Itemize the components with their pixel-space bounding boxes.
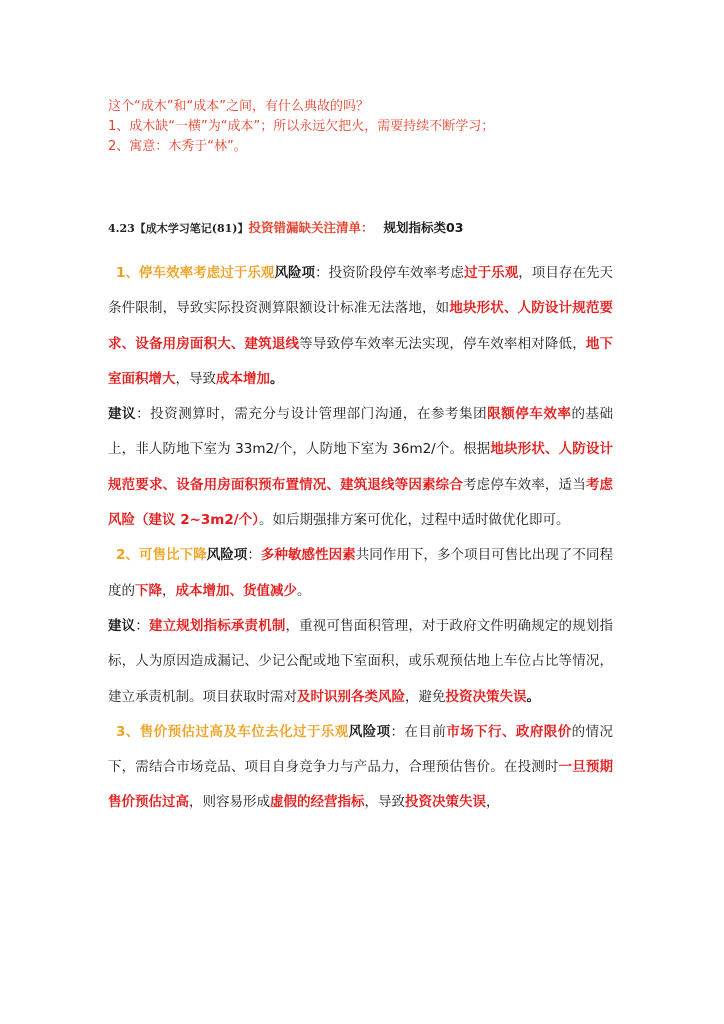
heading-date: 4.23 — [108, 222, 135, 235]
text-segment: 等导致停车效率无法实现，停车效率相对降低， — [299, 335, 586, 352]
text-segment: ，导致 — [175, 370, 216, 387]
heading-subtitle: 规划指标类03 — [383, 220, 464, 235]
text-segment-red: 多种敏感性因素 — [260, 547, 356, 564]
text-segment: 的基础上，非人防地下室为 33m2/个，人防地下室为 36m2/个。根据 — [108, 406, 614, 458]
text-segment: ，项目存在先天条件限制，导致实际投资测算限额设计标准无法落地，如 — [108, 265, 614, 317]
paragraph-risk-3 — [108, 715, 613, 821]
text-segment-red: 投资决策失误 — [405, 794, 486, 811]
text-segment-red: 投资决策失误 — [445, 688, 527, 705]
text-segment-red: 市场下行、政府限价 — [446, 723, 572, 740]
text-segment: 共同作用下，多个项目可售比出现了不同程度的 — [108, 547, 613, 599]
text-segment-red: 虚假的经营指标 — [270, 794, 365, 811]
text-segment: ，避免 — [405, 688, 446, 705]
intro-answer-2: 2、寓意：木秀于“林”。 — [108, 139, 247, 154]
text-segment: ： — [247, 547, 261, 564]
paragraph-advice-1 — [108, 397, 613, 538]
text-segment-orange: 3、售价预估过高及车位去化过于乐观 — [116, 723, 349, 740]
text-segment-red: 一旦预期售价预估过高 — [108, 759, 614, 811]
text-segment: ： — [135, 617, 149, 634]
article-body — [108, 256, 613, 821]
text-segment: 。 — [297, 582, 311, 599]
text-segment-red: 限额停车效率 — [487, 406, 572, 423]
text-segment-orange: 1、停车效率考虑过于乐观 — [116, 265, 275, 281]
text-segment-red: 建立规划指标承责机制 — [148, 617, 286, 634]
text-segment: ：投资阶段停车效率考虑 — [315, 265, 465, 281]
text-segment-bold: 建议 — [108, 406, 137, 423]
text-segment: ，则容易形成 — [189, 794, 270, 811]
text-segment-red: 地块形状、人防设计规范要求、设备用房面积大、建筑退线 — [108, 300, 614, 352]
text-segment-bold: 。 — [270, 370, 284, 387]
text-segment-red: 地块形状、人防设计规范要求、设备用房面积预布置情况、建筑退线等因素综合 — [108, 441, 614, 493]
text-segment-red: 成本增加、货值减少 — [175, 582, 297, 599]
section-heading — [108, 218, 628, 239]
text-segment: ：在目前 — [390, 723, 447, 740]
paragraph-advice-2 — [108, 609, 613, 715]
heading-series: 【成木学习笔记(81)】 — [134, 222, 249, 235]
text-segment-bold: 风险项 — [206, 547, 248, 564]
intro-question: 这个“成木”和“成本”之间，有什么典故的吗？ — [108, 99, 369, 114]
text-segment-bold: 风险项 — [274, 265, 316, 281]
text-segment-red: 过于乐观 — [464, 265, 519, 281]
heading-title: 投资错漏缺关注清单： — [248, 220, 374, 235]
text-segment-red: 考虑风险（建议 2~3m2/个） — [108, 476, 614, 529]
intro-answer-1: 1、成木缺“一横”为“成本”；所以永远欠把火，需要持续不断学习； — [108, 119, 495, 134]
text-segment: 的情况下，需结合市场竞品、项目自身竞争力与产品力，合理预估售价。在投测时 — [108, 723, 614, 776]
text-segment-bold: 。 — [526, 688, 540, 705]
text-segment: ， — [162, 582, 176, 599]
text-segment: ，导致 — [364, 794, 405, 811]
intro-block — [108, 97, 608, 157]
text-segment-red: 成本增加 — [216, 370, 270, 387]
paragraph-risk-2 — [108, 538, 613, 609]
text-segment-red: 及时识别各类风险 — [297, 688, 405, 705]
text-segment-orange: 2、可售比下降 — [116, 547, 207, 564]
text-segment: ， — [486, 794, 500, 811]
text-segment: ，重视可售面积管理，对于政府文件明确规定的规划指标，人为原因造成漏记、少记公配或地下室面积，或乐观预估地上车位占比等情况，建立承责机制。项目获取时需对 — [108, 617, 614, 705]
text-segment: 考虑停车效率，适当 — [462, 476, 586, 493]
text-segment: 。如后期强排方案可优化，过程中适时做优化即可。 — [258, 512, 570, 529]
text-segment: ：投资测算时，需充分与设计管理部门沟通，在参考集团 — [136, 406, 488, 423]
paragraph-risk-1 — [108, 256, 613, 397]
text-segment-bold: 风险项 — [348, 723, 391, 740]
text-segment-red: 地下室面积增大 — [108, 335, 614, 387]
text-segment-bold: 建议 — [108, 617, 136, 634]
text-segment-red: 下降 — [135, 582, 162, 599]
